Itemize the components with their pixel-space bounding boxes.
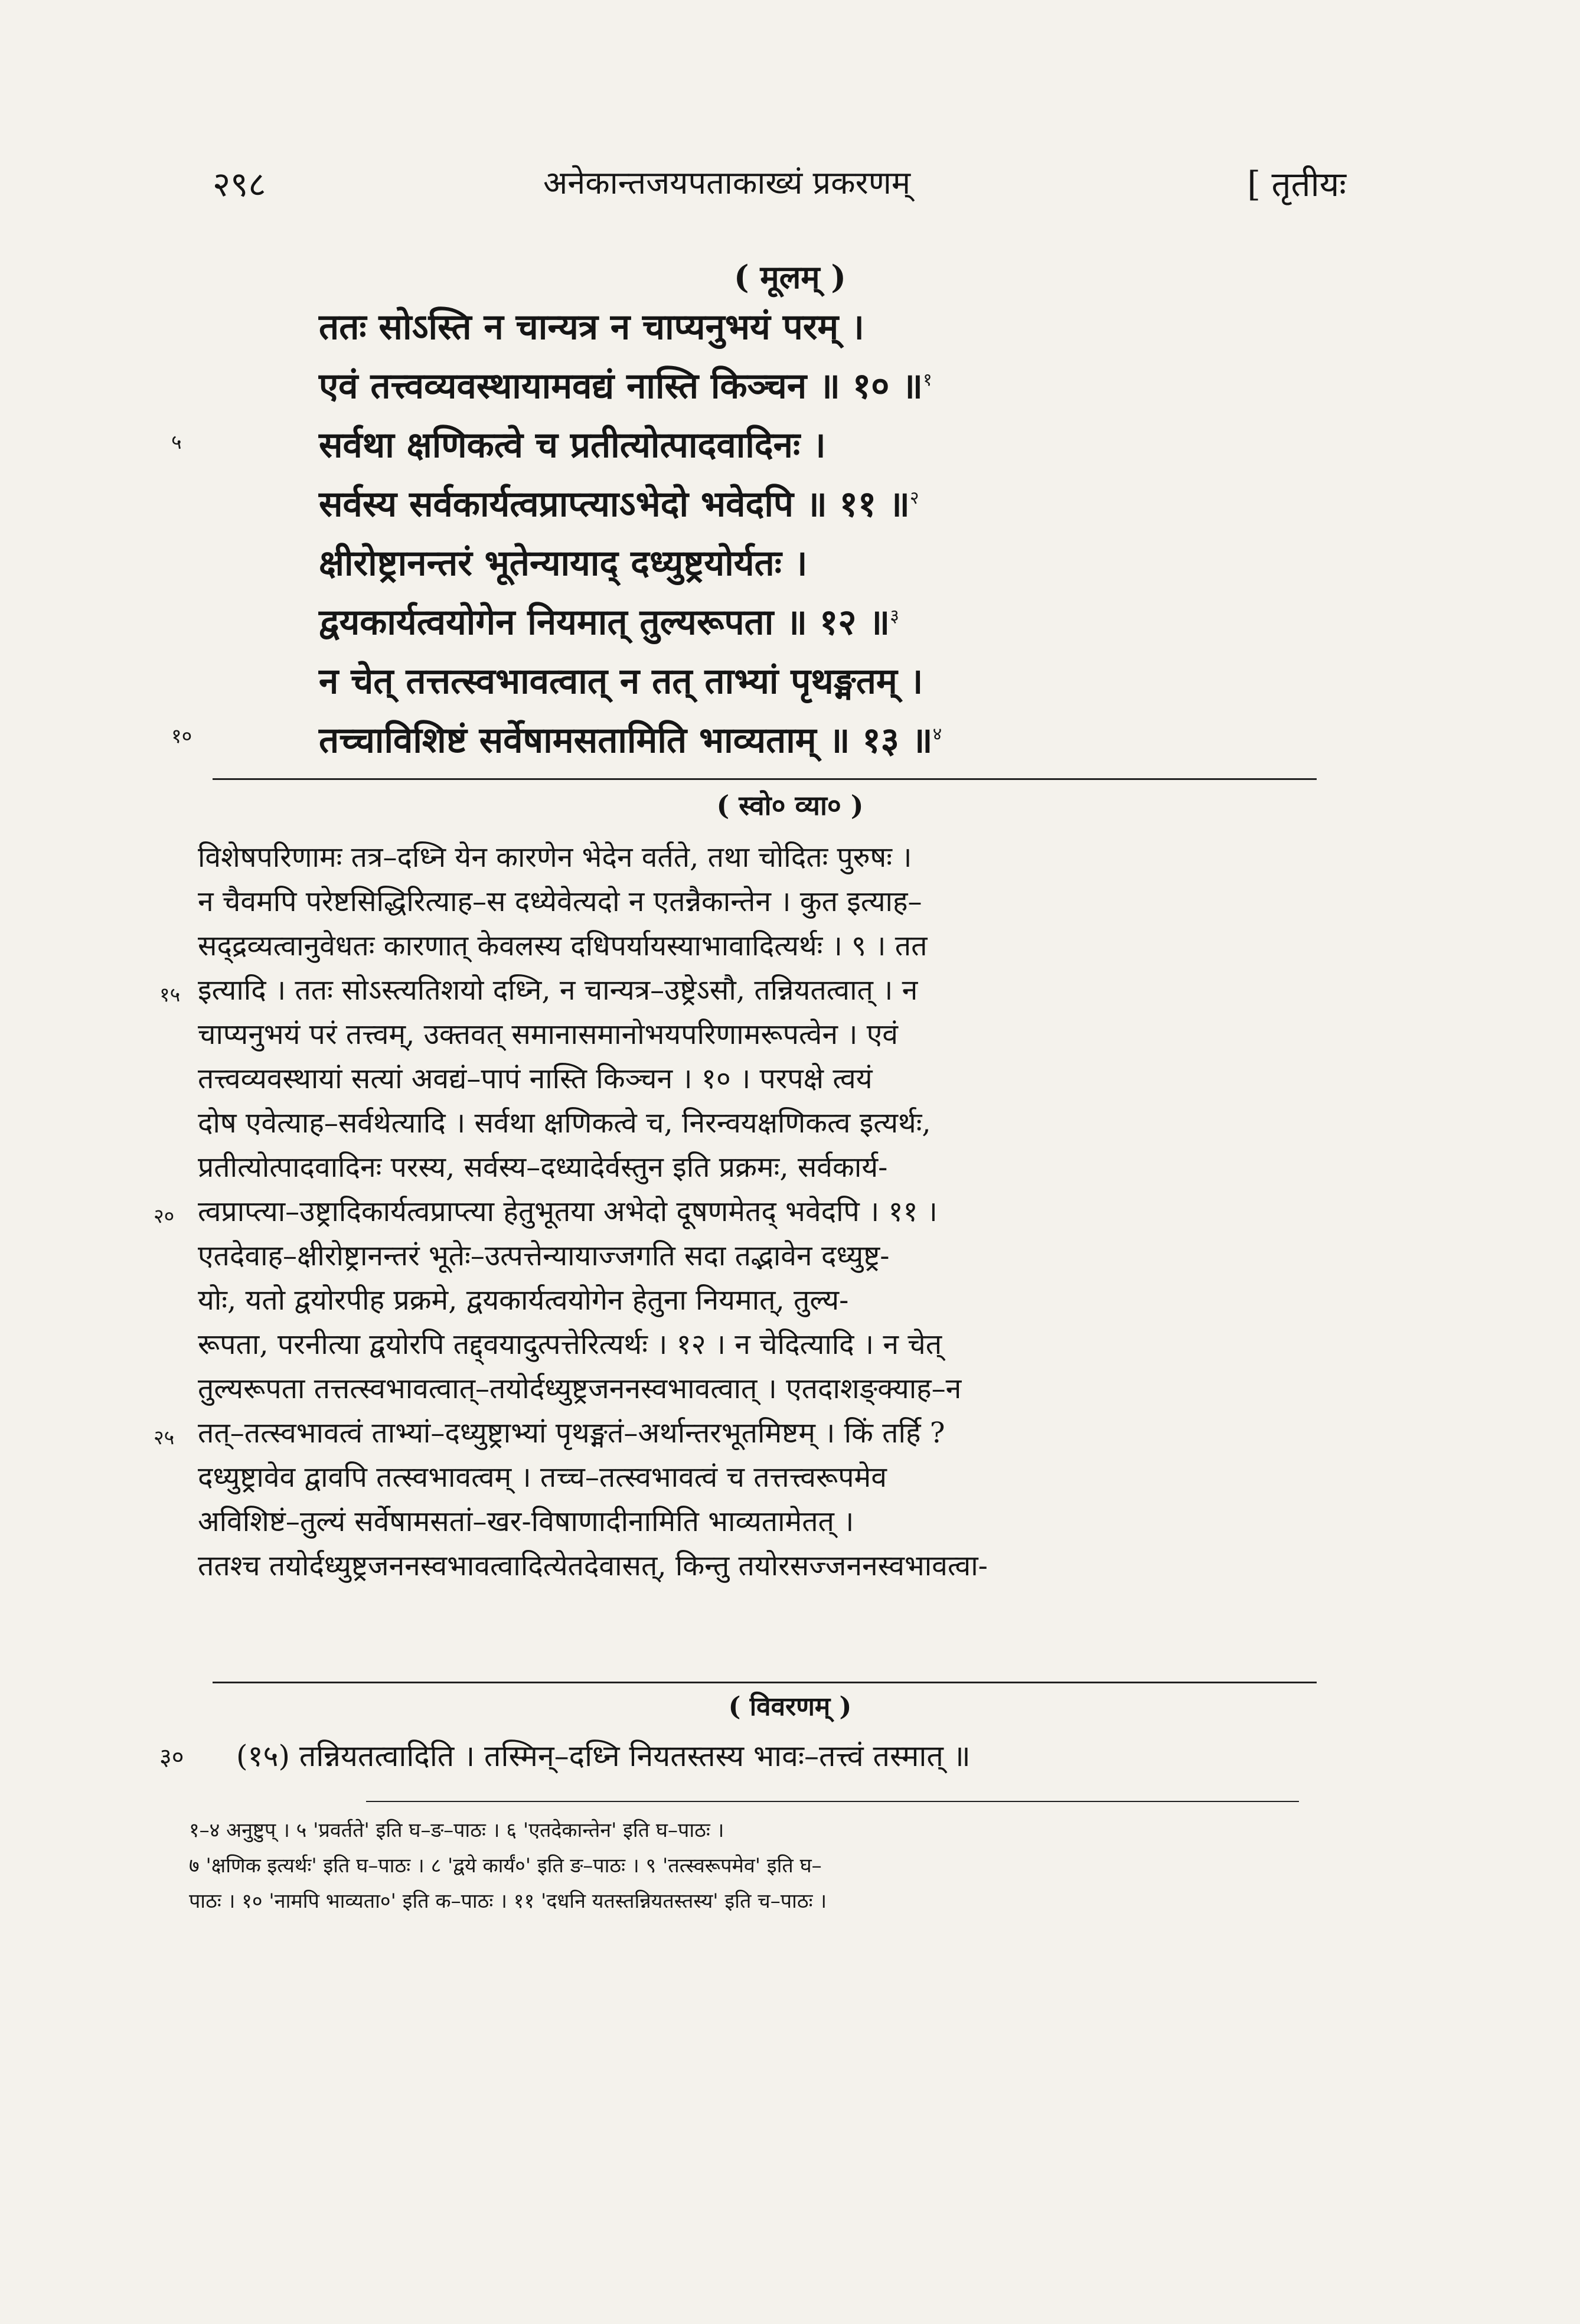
verse-line: तच्चाविशिष्टं सर्वेषामसतामिति भाव्यताम् ॥ १३ ॥$^४$	[319, 720, 942, 761]
commentary-line: रूपता, परनीत्या द्वयोरपि तद्द्वयादुत्पत्तेरित्यर्थः । १२ । न चेदित्यादि । न चेत्	[198, 1328, 942, 1361]
commentary-line: प्रतीत्योत्पादवादिनः परस्य, सर्वस्य–दध्यादेर्वस्तुन इति प्रक्रमः, सर्वकार्य-	[198, 1151, 888, 1184]
footnote-line: १–४ अनुष्टुप् । ५ 'प्रवर्तते' इति घ–ङ–पाठः । ६ 'एतदेकान्तेन' इति घ–पाठः ।	[189, 1819, 724, 1842]
footnote-line: पाठः । १० 'नामपि भाव्यता०' इति क–पाठः । ११ 'दधनि यतस्तन्नियतस्तस्य' इति च–पाठः ।	[189, 1889, 827, 1913]
commentary-line: योः, यतो द्वयोरपीह प्रक्रमे, द्वयकार्यत्वयोगेन हेतुना नियमात्, तुल्य-	[198, 1284, 849, 1317]
footnote-marker: ४	[932, 724, 942, 745]
line-number: १०	[171, 724, 192, 748]
commentary-line: दध्युष्ट्रावेव द्वावपि तत्स्वभावत्वम् । तच्च–तत्स्वभावत्वं च तत्तत्त्वरूपमेव	[198, 1461, 887, 1494]
footnote-marker: १	[923, 370, 932, 390]
mula-heading: ( मूलम् )	[734, 258, 846, 296]
commentary-line: त्वप्राप्त्या–उष्ट्रादिकार्यत्वप्राप्त्या हेतुभूतया अभेदो दूषणमेतद् भवेदपि । ११ ।	[198, 1195, 938, 1228]
commentary-text	[198, 835, 1314, 1588]
line-number: १५	[159, 983, 181, 1007]
commentary-line: ततश्च तयोर्दध्युष्ट्रजननस्वभावत्वादित्येतदेवासत्, किन्तु तयोरसज्जननस्वभावत्वा-	[198, 1549, 988, 1582]
footnotes	[189, 1813, 1299, 1919]
section-divider	[213, 1682, 1317, 1683]
running-header	[213, 159, 1346, 213]
verse-line: द्वयकार्यत्वयोगेन नियमात् तुल्यरूपता ॥ १२ ॥$^३$	[319, 602, 899, 643]
commentary-line: तत्–तत्स्वभावत्वं ताभ्यां–दध्युष्ट्राभ्यां पृथङ्मतं–अर्थान्तरभूतमिष्टम् । किं तर्हि ?	[198, 1416, 945, 1450]
commentary-line: सद्द्रव्यत्वानुवेधतः कारणात् केवलस्य दधिपर्यायस्याभावादित्यर्थः । ९ । तत	[198, 929, 928, 962]
commentary-line: दोष एवेत्याह–सर्वथेत्यादि । सर्वथा क्षणिकत्वे च, निरन्वयक्षणिकत्व इत्यर्थः,	[198, 1106, 931, 1140]
line-number: ३०	[159, 1744, 184, 1771]
verse-line: ततः सोऽस्ति न चान्यत्र न चाप्यनुभयं परम् ।	[319, 306, 864, 348]
running-title: अनेकान्तजयपताकाख्यं प्रकरणम्	[543, 164, 911, 201]
verse-line: न चेत् तत्तत्स्वभावत्वात् न तत् ताभ्यां पृथङ्मतम् ।	[319, 661, 923, 702]
commentary-line: चाप्यनुभयं परं तत्त्वम्, उक्तवत् समानासमानोभयपरिणामरूपत्वेन । एवं	[198, 1018, 898, 1051]
verse-line: एवं तत्त्वव्यवस्थायामवद्यं नास्ति किञ्चन ॥ १० ॥$^१$	[319, 365, 932, 407]
line-number: ५	[171, 430, 182, 454]
footnote-marker: २	[909, 488, 919, 508]
line-number: २०	[154, 1205, 175, 1228]
commentary-line: इत्यादि । ततः सोऽस्त्यतिशयो दध्नि, न चान्यत्र–उष्ट्रेऽसौ, तन्नियतत्वात् । न	[198, 974, 918, 1007]
vyakhya-heading: ( स्वो० व्या० )	[716, 789, 864, 821]
footnote-divider	[366, 1801, 1299, 1802]
vivarana-text: (१५) तन्नियतत्वादिति । तस्मिन्–दध्नि नियतस्तस्य भावः–तत्त्वं तस्मात् ॥	[236, 1739, 971, 1773]
verse-line: सर्वथा क्षणिकत्वे च प्रतीत्योत्पादवादिनः ।	[319, 425, 826, 466]
footnote-line: ७ 'क्षणिक इत्यर्थः' इति घ–पाठः । ८ 'द्वये कार्यं०' इति ङ–पाठः । ९ 'तत्स्वरूपमेव' इति घ–	[189, 1854, 822, 1878]
footnote-marker: ३	[890, 606, 899, 626]
commentary-line: विशेषपरिणामः तत्र–दध्नि येन कारणेन भेदेन वर्तते, तथा चोदितः पुरुषः ।	[198, 841, 912, 874]
commentary-line: एतदेवाह–क्षीरोष्ट्रानन्तरं भूतेः–उत्पत्तेन्यायाज्जगति सदा तद्भावेन दध्युष्ट्र-	[198, 1239, 890, 1272]
commentary-line: न चैवमपि परेष्टसिद्धिरित्याह–स दध्येवेत्यदो न एतन्नैकान्तेन । कुत इत्याह–	[198, 885, 922, 918]
verse-line: सर्वस्य सर्वकार्यत्वप्राप्त्याऽभेदो भवेदपि ॥ ११ ॥$^२$	[319, 484, 919, 525]
commentary-line: तुल्यरूपता तत्तत्स्वभावत्वात्–तयोर्दध्युष्ट्रजननस्वभावत्वात् । एतदाशङ्क्याह–न	[198, 1372, 962, 1405]
section-label: [ तृतीयः	[1247, 164, 1346, 204]
commentary-line: तत्त्वव्यवस्थायां सत्यां अवद्यं–पापं नास्ति किञ्चन । १० । परपक्षे त्वयं	[198, 1062, 873, 1095]
section-divider	[213, 778, 1317, 780]
vivarana-heading: ( विवरणम् )	[728, 1692, 852, 1722]
page-number: २९८	[213, 164, 266, 204]
verse-line: क्षीरोष्ट्रानन्तरं भूतेन्यायाद् दध्युष्ट्रयोर्यतः ।	[319, 543, 808, 584]
commentary-line: अविशिष्टं–तुल्यं सर्वेषामसतां–खर-विषाणादीनामिति भाव्यतामेतत् ।	[198, 1505, 854, 1538]
line-number: २५	[154, 1426, 175, 1450]
